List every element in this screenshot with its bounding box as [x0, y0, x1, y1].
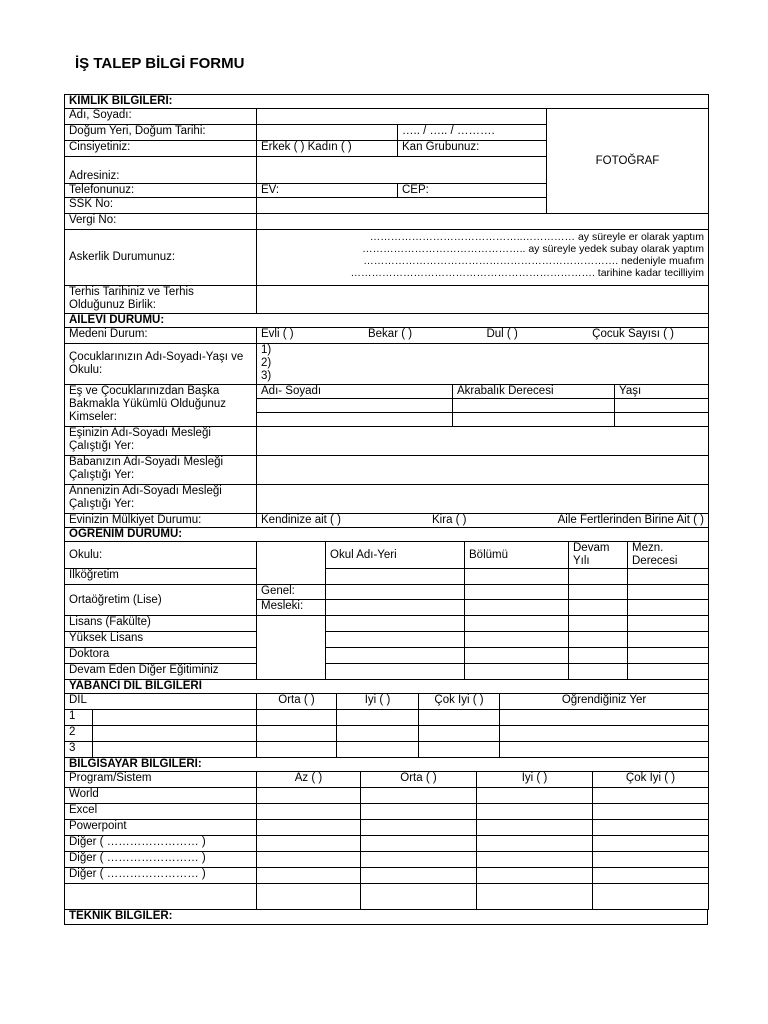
- edu-cell[interactable]: [569, 632, 628, 648]
- label-ssk: SSK No:: [65, 198, 257, 214]
- edu-cell[interactable]: [569, 569, 628, 585]
- edu-master: Yüksek Lisans: [65, 632, 257, 648]
- field-gender[interactable]: Erkek ( ) Kadın ( ): [257, 141, 398, 157]
- edu-vocational: Mesleki:: [257, 600, 326, 616]
- edu-general: Genel:: [257, 585, 326, 600]
- comp-program: Diğer ( …………………… ): [65, 852, 257, 868]
- edu-cell[interactable]: [569, 664, 628, 680]
- edu-cell[interactable]: [569, 616, 628, 632]
- dep-cell[interactable]: [615, 413, 709, 427]
- comp-program: Excel: [65, 804, 257, 820]
- section-header-language: YABANCI DİL BİLGİLERİ: [65, 680, 709, 694]
- comp-cell[interactable]: [257, 868, 361, 884]
- lang-col-where: Öğrendiğiniz Yer: [500, 694, 709, 710]
- comp-cell[interactable]: [593, 836, 709, 852]
- label-name: Adı, Soyadı:: [65, 109, 257, 125]
- computer-section: [64, 757, 709, 910]
- option-married[interactable]: Evli ( ): [261, 328, 294, 340]
- lang-cell[interactable]: [257, 726, 337, 742]
- option-child-count[interactable]: Çocuk Sayısı ( ): [592, 328, 674, 340]
- field-discharge[interactable]: [257, 286, 709, 314]
- label-mother: Annenizin Adı-Soyadı Mesleği Çalıştığı Yer:: [65, 485, 257, 514]
- edu-phd: Doktora: [65, 648, 257, 664]
- comp-cell[interactable]: [257, 788, 361, 804]
- comp-cell[interactable]: [361, 804, 477, 820]
- lang-col-very-good: Çok İyi ( ): [419, 694, 500, 710]
- comp-program: World: [65, 788, 257, 804]
- edu-col-degree: Mezn. Derecesi: [628, 542, 709, 569]
- edu-primary: İlköğretim: [65, 569, 257, 585]
- comp-cell[interactable]: [257, 804, 361, 820]
- option-widowed[interactable]: Dul ( ): [486, 328, 518, 340]
- option-own[interactable]: Kendinize ait ( ): [261, 514, 341, 526]
- label-marital: Medeni Durum:: [65, 328, 257, 344]
- edu-cell[interactable]: [465, 585, 569, 600]
- edu-cell[interactable]: [326, 648, 465, 664]
- edu-cell[interactable]: [569, 585, 628, 600]
- page-title: İŞ TALEP BİLGİ FORMU: [75, 55, 245, 72]
- edu-blank: [257, 616, 326, 680]
- field-tax[interactable]: [257, 214, 709, 230]
- military-line: ……………………………………….. ay süreyle yedek subay olarak yaptım: [362, 243, 704, 255]
- field-spouse[interactable]: [257, 427, 709, 456]
- edu-cell[interactable]: [465, 648, 569, 664]
- comp-col-medium: Orta ( ): [361, 772, 477, 788]
- field-name[interactable]: [257, 109, 547, 125]
- lang-cell[interactable]: [500, 726, 709, 742]
- lang-cell[interactable]: [500, 742, 709, 758]
- language-section: [64, 679, 709, 758]
- lang-cell[interactable]: [93, 742, 257, 758]
- comp-cell[interactable]: [361, 852, 477, 868]
- section-header-family: AİLEVİ DURUMU:: [65, 314, 709, 328]
- comp-cell[interactable]: [477, 804, 593, 820]
- lang-cell[interactable]: [419, 726, 500, 742]
- edu-cell[interactable]: [326, 632, 465, 648]
- field-ssk[interactable]: [257, 198, 547, 214]
- label-dependents: Eş ve Çocuklarınızdan Başka Bakmakla Yükümlü Olduğunuz Kimseler:: [65, 385, 257, 427]
- lang-cell[interactable]: [93, 710, 257, 726]
- comp-program: Diğer ( …………………… ): [65, 836, 257, 852]
- comp-col-good: İyi ( ): [477, 772, 593, 788]
- comp-cell[interactable]: [361, 884, 477, 910]
- comp-cell[interactable]: [361, 788, 477, 804]
- field-phone-home[interactable]: EV:: [257, 184, 398, 198]
- edu-col-years: Devam Yılı: [569, 542, 628, 569]
- comp-cell[interactable]: [477, 868, 593, 884]
- comp-col-very-good: Çok İyi ( ): [593, 772, 709, 788]
- edu-cell[interactable]: [326, 600, 465, 616]
- education-section: [64, 527, 709, 680]
- identity-section: [64, 94, 709, 314]
- edu-cell[interactable]: [628, 585, 709, 600]
- comp-cell[interactable]: [593, 804, 709, 820]
- comp-col-low: Az ( ): [257, 772, 361, 788]
- comp-program: Diğer ( …………………… ): [65, 868, 257, 884]
- dep-cell[interactable]: [615, 399, 709, 413]
- label-gender: Cinsiyetiniz:: [65, 141, 257, 157]
- comp-program: Powerpoint: [65, 820, 257, 836]
- photo-box[interactable]: FOTOĞRAF: [547, 109, 709, 214]
- dep-col-relation: Akrabalık Derecesi: [453, 385, 615, 399]
- field-birth-date[interactable]: ….. / ….. / ……….: [398, 125, 547, 141]
- section-header-technical: TEKNİK BİLGİLER:: [65, 910, 708, 925]
- lang-cell[interactable]: [337, 710, 419, 726]
- label-school: Okulu:: [65, 542, 257, 569]
- lang-col-medium: Orta ( ): [257, 694, 337, 710]
- lang-cell[interactable]: [419, 742, 500, 758]
- dep-cell[interactable]: [257, 413, 453, 427]
- edu-bachelor: Lisans (Fakülte): [65, 616, 257, 632]
- field-children[interactable]: [257, 344, 709, 385]
- field-phone-mobile[interactable]: CEP:: [398, 184, 547, 198]
- comp-cell[interactable]: [477, 788, 593, 804]
- comp-cell[interactable]: [361, 820, 477, 836]
- lang-cell[interactable]: [500, 710, 709, 726]
- application-form: [64, 94, 708, 925]
- comp-cell[interactable]: [593, 820, 709, 836]
- label-tax: Vergi No:: [65, 214, 257, 230]
- lang-cell[interactable]: [257, 742, 337, 758]
- field-address[interactable]: [257, 157, 547, 184]
- comp-cell[interactable]: [593, 852, 709, 868]
- comp-cell[interactable]: [593, 788, 709, 804]
- section-header-education: ÖĞRENİM DURUMU:: [65, 528, 709, 542]
- edu-cell[interactable]: [465, 664, 569, 680]
- edu-cell[interactable]: [628, 616, 709, 632]
- edu-col-department: Bölümü: [465, 542, 569, 569]
- label-military: Askerlik Durumunuz:: [65, 230, 257, 286]
- edu-cell[interactable]: [569, 648, 628, 664]
- edu-cell[interactable]: [326, 569, 465, 585]
- lang-row-number: 1: [65, 710, 93, 726]
- comp-cell[interactable]: [257, 884, 361, 910]
- field-father[interactable]: [257, 456, 709, 485]
- lang-col-language: DİL: [65, 694, 257, 710]
- family-section: [64, 313, 709, 528]
- dep-cell[interactable]: [257, 399, 453, 413]
- comp-cell[interactable]: [477, 884, 593, 910]
- option-family[interactable]: Aile Fertlerinden Birine Ait ( ): [557, 514, 704, 526]
- military-line: ………………………………………………………………. nedeniyle muafım: [363, 255, 704, 267]
- edu-cell[interactable]: [628, 600, 709, 616]
- edu-col-school: Okul Adı-Yeri: [326, 542, 465, 569]
- option-rent[interactable]: Kira ( ): [432, 514, 467, 526]
- comp-cell[interactable]: [593, 884, 709, 910]
- comp-cell[interactable]: [477, 820, 593, 836]
- field-marital[interactable]: [257, 328, 709, 344]
- comp-cell[interactable]: [477, 836, 593, 852]
- comp-cell[interactable]: [257, 836, 361, 852]
- edu-cell[interactable]: [326, 616, 465, 632]
- edu-secondary: Ortaöğretim (Lise): [65, 585, 257, 616]
- label-address: Adresiniz:: [65, 157, 257, 184]
- label-home: Evinizin Mülkiyet Durumu:: [65, 514, 257, 528]
- edu-cell[interactable]: [465, 600, 569, 616]
- comp-cell[interactable]: [593, 868, 709, 884]
- military-line: ……………………………………………………………. tarihine kadar tecilliyim: [350, 267, 704, 279]
- field-military[interactable]: [257, 230, 709, 286]
- military-line: ……………………………………..…………… ay süreyle er olarak yaptım: [369, 231, 704, 243]
- edu-cell[interactable]: [628, 648, 709, 664]
- edu-cell[interactable]: [465, 632, 569, 648]
- child-line: 3): [261, 370, 272, 382]
- dep-cell[interactable]: [453, 413, 615, 427]
- comp-program-extra[interactable]: [65, 884, 257, 910]
- comp-cell[interactable]: [257, 852, 361, 868]
- lang-row-number: 3: [65, 742, 93, 758]
- field-blood-type[interactable]: Kan Grubunuz:: [398, 141, 547, 157]
- label-discharge: Terhis Tarihiniz ve Terhis Olduğunuz Birlik:: [65, 286, 257, 314]
- lang-cell[interactable]: [257, 710, 337, 726]
- edu-cell[interactable]: [628, 632, 709, 648]
- edu-cell[interactable]: [326, 664, 465, 680]
- edu-cell[interactable]: [628, 664, 709, 680]
- dep-cell[interactable]: [453, 399, 615, 413]
- edu-cell[interactable]: [326, 585, 465, 600]
- comp-cell[interactable]: [477, 852, 593, 868]
- child-line: 1): [261, 344, 272, 356]
- field-home[interactable]: [257, 514, 709, 528]
- edu-blank: [257, 542, 326, 585]
- label-spouse: Eşinizin Adı-Soyadı Mesleği Çalıştığı Yer:: [65, 427, 257, 456]
- lang-row-number: 2: [65, 726, 93, 742]
- dep-col-age: Yaşı: [615, 385, 709, 399]
- field-mother[interactable]: [257, 485, 709, 514]
- lang-cell[interactable]: [419, 710, 500, 726]
- edu-cell[interactable]: [628, 569, 709, 585]
- edu-cell[interactable]: [465, 569, 569, 585]
- label-phone: Telefonunuz:: [65, 184, 257, 198]
- comp-cell[interactable]: [361, 868, 477, 884]
- child-line: 2): [261, 357, 272, 369]
- edu-cell[interactable]: [569, 600, 628, 616]
- lang-cell[interactable]: [337, 726, 419, 742]
- dep-col-name: Adı- Soyadı: [257, 385, 453, 399]
- label-father: Babanızın Adı-Soyadı Mesleği Çalıştığı Yer:: [65, 456, 257, 485]
- comp-cell[interactable]: [257, 820, 361, 836]
- comp-col-program: Program/Sistem: [65, 772, 257, 788]
- technical-section: [64, 909, 708, 925]
- comp-cell[interactable]: [361, 836, 477, 852]
- section-header-computer: BİLGİSAYAR BİLGİLERİ:: [65, 758, 709, 772]
- edu-other: Devam Eden Diğer Eğitiminiz: [65, 664, 257, 680]
- field-birth-place[interactable]: [257, 125, 398, 141]
- option-single[interactable]: Bekar ( ): [367, 328, 413, 340]
- lang-cell[interactable]: [337, 742, 419, 758]
- edu-cell[interactable]: [465, 616, 569, 632]
- label-birth: Doğum Yeri, Doğum Tarihi:: [65, 125, 257, 141]
- label-children: Çocuklarınızın Adı-Soyadı-Yaşı ve Okulu:: [65, 344, 257, 385]
- lang-cell[interactable]: [93, 726, 257, 742]
- lang-col-good: İyi ( ): [337, 694, 419, 710]
- section-header-identity: KİMLİK BİLGİLERİ:: [65, 95, 709, 109]
